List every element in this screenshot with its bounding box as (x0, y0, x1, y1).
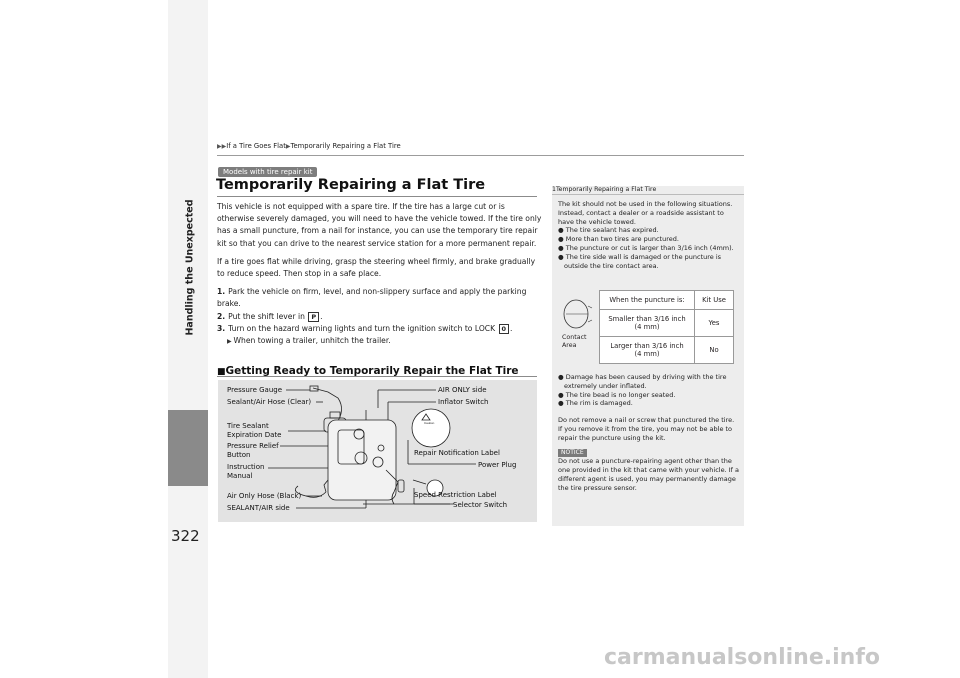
side-note-bullet: ● The tire bead is no longer seated. (558, 390, 676, 399)
table-cell-line2: (4 mm) (634, 323, 660, 331)
section-marker-icon: ■ (217, 367, 226, 377)
side-note-bullet-text: The tire sealant has expired. (565, 226, 659, 235)
step-text: . (320, 311, 323, 321)
model-badge: Models with tire repair kit (218, 167, 317, 177)
side-note-bullet: ● The tire sealant has expired. (558, 226, 659, 235)
side-note-title (552, 186, 744, 195)
header-rule (217, 155, 744, 156)
table-cell-line1: Smaller than 3/16 inch (608, 315, 686, 323)
page-title: Temporarily Repairing a Flat Tire (216, 177, 486, 193)
notice-badge: NOTICE (558, 449, 587, 458)
step-3 (217, 323, 542, 335)
breadcrumb-part1[interactable]: If a Tire Goes Flat (226, 142, 286, 150)
intro-paragraph: This vehicle is not equipped with a spare tire. If the tire has a large cut or is otherwise severely damaged, you will need to have the vehicle towed. If the tire only has a small puncture, from a nail for instance, you can use the temporary tire repair kit so that you can drive to the nearest service station for a more permanent repair. (217, 202, 542, 248)
label-tire-sealant-line2: Expiration Date (227, 430, 282, 439)
table-row (600, 310, 734, 337)
table-header-cell: When the puncture is: (600, 291, 695, 310)
puncture-size-table (599, 290, 734, 364)
side-note-bullet: ● The tire side wall is damaged or the puncture is outside the tire contact area. (558, 252, 722, 270)
label-pressure-relief-line2: Button (227, 450, 251, 459)
label-inflator-switch: Inflator Switch (438, 398, 489, 406)
label-instruction-manual (227, 463, 264, 480)
side-section-title (160, 199, 196, 336)
contact-area-figure (558, 292, 598, 364)
side-tab-marker (168, 410, 208, 486)
side-note-bullet-text: More than two tires are punctured. (565, 235, 679, 244)
table-header-cell: Kit Use (695, 291, 734, 310)
label-power-plug: Power Plug (478, 461, 517, 469)
side-note-bullet: ● The rim is damaged. (558, 399, 633, 408)
lock-0-key: 0 (499, 324, 510, 334)
side-note-bullet-text: The tire bead is no longer seated. (565, 390, 676, 399)
side-note-intro: The kit should not be used in the following situations. Instead, contact a dealer or a roadside assistant to have the vehicle towed. (558, 200, 733, 226)
contact-area-label (562, 334, 587, 349)
shift-p-key: P (308, 312, 319, 322)
side-note-bullet-text: The puncture or cut is larger than 3/16 inch (4mm). (565, 243, 734, 252)
contact-area-line2: Area (562, 341, 577, 349)
label-sealant-air-side: SEALANT/AIR side (227, 504, 290, 512)
contact-area-line1: Contact (562, 334, 587, 341)
label-speed-restriction: Speed Restriction Label (414, 491, 497, 499)
table-cell (600, 337, 695, 364)
step-text: Put the shift lever in (228, 311, 305, 321)
repair-kit-illustration (218, 380, 537, 522)
arrow-icon: ▶ (227, 338, 234, 346)
note-icon: 1 (552, 186, 556, 193)
label-pressure-relief (227, 442, 279, 459)
label-instruction-line1: Instruction (227, 463, 265, 471)
section-heading (217, 359, 537, 377)
side-note-bullet: ● Damage has been caused by driving with the tire extremely under inflated. (558, 373, 727, 390)
label-air-only-hose: Air Only Hose (Black) (227, 492, 302, 500)
label-tire-sealant (227, 422, 282, 439)
main-body (217, 201, 542, 348)
table-row (600, 337, 734, 364)
side-note-bullet-text: The rim is damaged. (565, 399, 633, 408)
step-text: . (510, 323, 513, 333)
tire-icon (558, 292, 598, 332)
label-pressure-relief-line1: Pressure Relief (227, 442, 279, 450)
breadcrumb (217, 142, 401, 150)
breadcrumb-arrow-icon: ▶ (285, 143, 291, 150)
page-number: 322 (171, 527, 200, 545)
section-heading-text: Getting Ready to Temporarily Repair the Flat Tire (225, 365, 519, 377)
notice-text: Do not use a puncture-repairing agent other than the one provided in the kit that came with your vehicle. If a different agent is used, you may permanently damage the tire pressure sensor. (558, 457, 739, 492)
side-section-title-text: Handling the Unexpected (184, 199, 196, 336)
side-tab (168, 0, 208, 678)
step-text: Turn on the hazard warning lights and turn the ignition switch to LOCK (228, 323, 496, 333)
table-cell: No (695, 337, 734, 364)
towing-note-text: When towing a trailer, unhitch the trailer. (233, 336, 391, 346)
side-note-bullet: ● More than two tires are punctured. (558, 235, 679, 244)
label-pressure-gauge: Pressure Gauge (227, 386, 283, 394)
label-air-only-side: AIR ONLY side (438, 386, 487, 394)
table-cell-line1: Larger than 3/16 inch (610, 342, 684, 350)
label-tire-sealant-line1: Tire Sealant (227, 422, 269, 430)
table-cell-line2: (4 mm) (634, 350, 660, 358)
label-repair-notification: Repair Notification Label (414, 449, 500, 457)
step-number: 2. (217, 311, 226, 321)
watermark: carmanualsonline.info (604, 645, 880, 670)
side-note-body-2 (558, 373, 740, 493)
side-note-paragraph: Do not remove a nail or screw that punctured the tire. If you remove it from the tire, you may not be able to repair the puncture using the kit. (558, 416, 735, 442)
side-note-bullet: ● The puncture or cut is larger than 3/16 inch (4mm). (558, 243, 734, 252)
table-cell: Yes (695, 310, 734, 337)
side-note-bullet-text: Damage has been caused by driving with the tire extremely under inflated. (564, 373, 727, 390)
label-selector-switch: Selector Switch (453, 501, 508, 509)
intro-paragraph: If a tire goes flat while driving, grasp the steering wheel firmly, and brake gradually to reduce speed. Then stop in a safe place. (217, 256, 536, 279)
towing-note (217, 335, 542, 348)
table-cell (600, 310, 695, 337)
table-header-row (600, 291, 734, 310)
breadcrumb-part2[interactable]: Temporarily Repairing a Flat Tire (290, 142, 401, 150)
title-rule (217, 196, 537, 197)
side-note-body (558, 200, 740, 270)
caution-label-text: Caution (424, 421, 435, 425)
label-sealant-hose: Sealant/Air Hose (Clear) (227, 398, 312, 406)
step-2 (217, 311, 542, 323)
label-instruction-line2: Manual (227, 471, 253, 480)
step-text: Park the vehicle on firm, level, and non-slippery surface and apply the parking brake. (217, 287, 527, 309)
side-note-title-text: Temporarily Repairing a Flat Tire (555, 186, 657, 193)
step-number: 1. (217, 287, 226, 297)
step-1 (217, 286, 542, 310)
side-note-bullet-text: The tire side wall is damaged or the puncture is outside the tire contact area. (564, 252, 722, 270)
breadcrumb-arrow-icon: ▶▶ (217, 143, 227, 150)
step-number: 3. (217, 323, 226, 333)
